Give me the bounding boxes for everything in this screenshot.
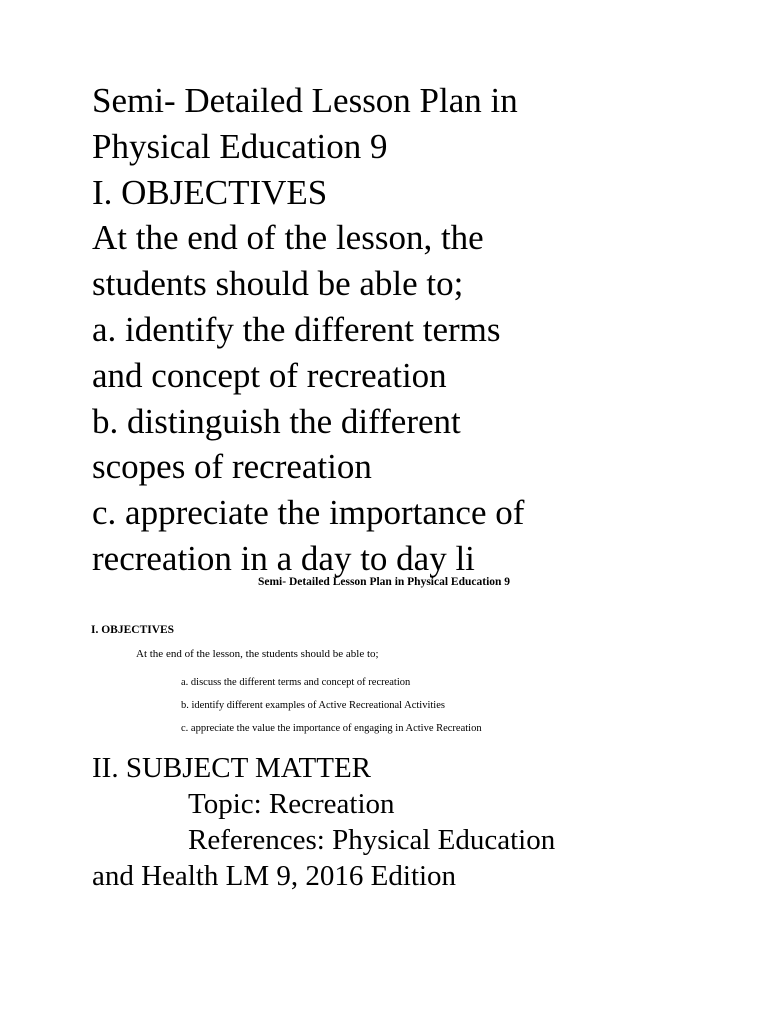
small-doc-title-text: Semi- Detailed Lesson Plan in Physical Education 9 bbox=[257, 576, 511, 588]
small-doc-objective-b: b. identify different examples of Active Recreational Activities bbox=[181, 700, 445, 711]
objective-b-line-1: b. distinguish the different bbox=[92, 401, 461, 441]
objectives-intro-line-2: students should be able to; bbox=[92, 264, 464, 304]
small-doc-objectives-list bbox=[181, 671, 482, 740]
objectives-heading: I. OBJECTIVES bbox=[92, 172, 328, 212]
objectives-intro-line-1: At the end of the lesson, the bbox=[92, 218, 484, 258]
objective-c-line-2: recreation in a day to day li bbox=[92, 538, 475, 578]
small-doc-objective-c: c. appreciate the value the importance of engaging in Active Recreation bbox=[181, 723, 482, 734]
subject-matter-heading: II. SUBJECT MATTER bbox=[92, 752, 372, 784]
title-line-2: Physical Education 9 bbox=[92, 126, 388, 166]
objective-a-line-2: and concept of recreation bbox=[92, 355, 447, 395]
small-doc-objective-a: a. discuss the different terms and concept of recreation bbox=[181, 677, 411, 688]
title-line-1: Semi- Detailed Lesson Plan in bbox=[92, 81, 518, 120]
subject-topic: Topic: Recreation bbox=[188, 788, 395, 820]
objective-a-line-1: a. identify the different terms bbox=[92, 309, 501, 349]
small-doc-objectives-heading: I. OBJECTIVES bbox=[91, 624, 175, 636]
subject-matter-block bbox=[92, 750, 555, 894]
small-doc-title bbox=[0, 576, 768, 588]
subject-references-line-1: References: Physical Education bbox=[188, 824, 556, 856]
objective-c-line-1: c. appreciate the importance of bbox=[92, 493, 525, 533]
large-header-block bbox=[92, 78, 752, 582]
objective-b-line-2: scopes of recreation bbox=[92, 447, 372, 487]
subject-references-line-2: and Health LM 9, 2016 Edition bbox=[92, 860, 457, 892]
small-doc-intro: At the end of the lesson, the students should be able to; bbox=[136, 648, 379, 660]
